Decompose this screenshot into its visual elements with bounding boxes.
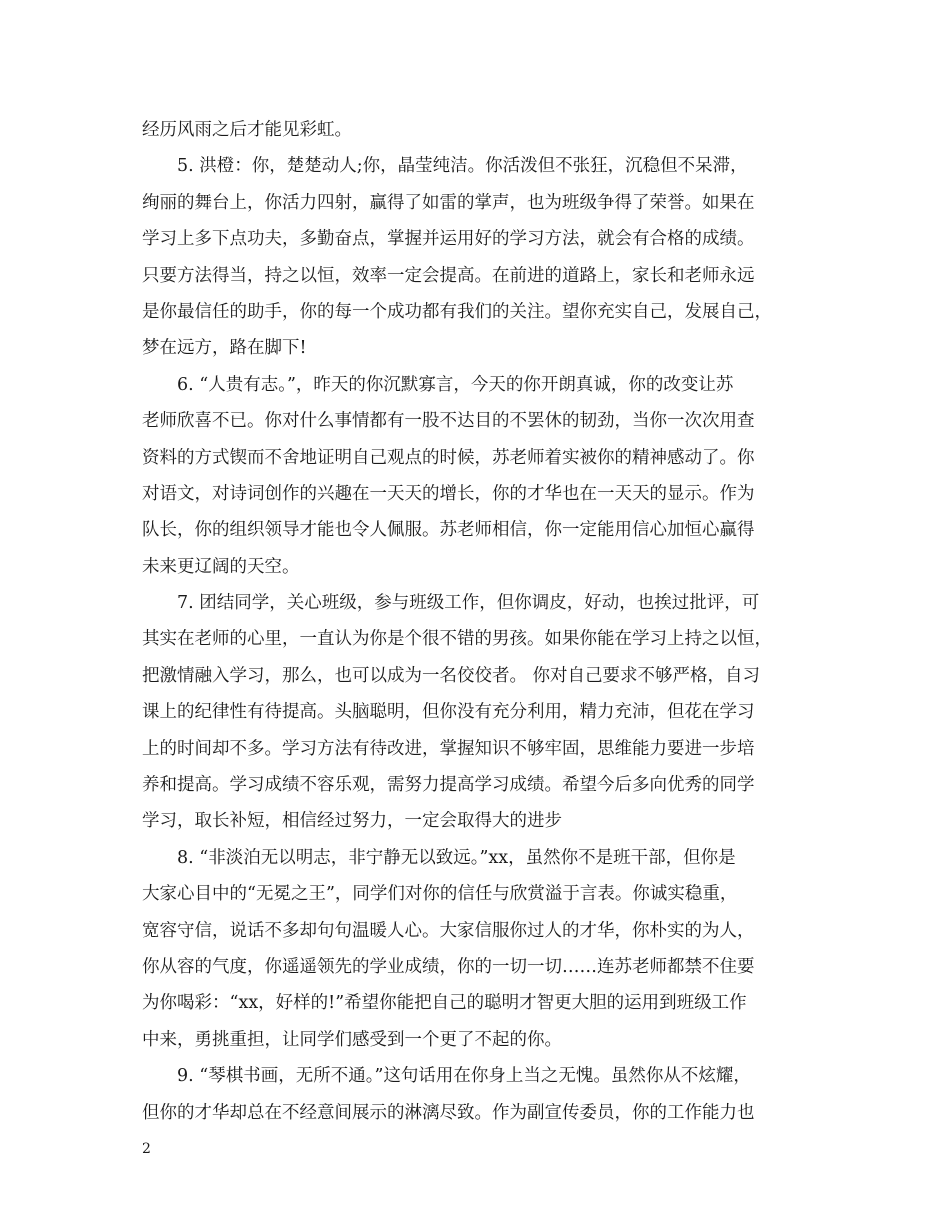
paragraph-8-start: 8. “非淡泊无以明志，非宁静无以致远。”xx，虽然你不是班干部，但你是 [177,847,736,868]
text-line: 经历风雨之后才能见彩虹。 [142,120,352,140]
text-line: 是你最信任的助手，你的每一个成功都有我们的关注。望你充实自己，发展自己， [142,301,772,322]
page-body [142,112,822,1131]
text-line: 队长，你的组织领导才能也令人佩服。苏老师相信，你一定能用信心加恒心赢得 [142,520,755,541]
paragraph-5-start: 5. 洪橙：你，楚楚动人;你，晶莹纯洁。你活泼但不张狂，沉稳但不呆滞， [177,156,748,177]
text-line: 学习，取长补短，相信经过努力，一定会取得大的进步 [142,811,562,832]
text-line: 但你的才华却总在不经意间展示的淋漓尽致。作为副宣传委员，你的工作能力也 [142,1102,755,1123]
text-line: 为你喝彩：“xx，好样的!”希望你能把自己的聪明才智更大胆的运用到班级工作 [142,993,747,1014]
text-line: 绚丽的舞台上，你活力四射，赢得了如雷的掌声，也为班级争得了荣誉。如果在 [142,192,755,213]
text-line: 你从容的气度，你遥遥领先的学业成绩，你的一切一切……连苏老师都禁不住要 [142,956,755,977]
text-line: 把激情融入学习，那么，也可以成为一名佼佼者。 你对自己要求不够严格，自习 [142,665,761,686]
text-line: 中来，勇挑重担，让同学们感受到一个更了不起的你。 [142,1029,562,1050]
paragraph-6-start: 6. “人贵有志。”，昨天的你沉默寡言，今天的你开朗真诚，你的改变让苏 [177,374,734,395]
text-line: 上的时间却不多。学习方法有待改进，掌握知识不够牢固，思维能力要进一步培 [142,738,755,759]
text-line: 对语文，对诗词创作的兴趣在一天天的增长，你的才华也在一天天的显示。作为 [142,483,755,504]
paragraph-7-start: 7. 团结同学，关心班级，参与班级工作，但你调皮，好动，也挨过批评，可 [177,593,760,614]
text-line: 学习上多下点功夫，多勤奋点，掌握并运用好的学习方法，就会有合格的成绩。 [142,229,755,250]
text-line: 养和提高。学习成绩不容乐观，需努力提高学习成绩。希望今后多向优秀的同学 [142,775,755,796]
text-line: 老师欣喜不已。你对什么事情都有一股不达目的不罢休的韧劲，当你一次次用查 [142,411,755,432]
text-line: 未来更辽阔的天空。 [142,556,300,577]
text-line: 资料的方式锲而不舍地证明自己观点的时候，苏老师着实被你的精神感动了。你 [142,447,755,468]
text-line: 其实在老师的心里，一直认为你是个很不错的男孩。如果你能在学习上持之以恒， [142,629,772,650]
text-line: 梦在远方，路在脚下! [142,338,307,359]
page-number: 2 [142,1141,151,1157]
text-line: 大家心目中的“无冕之王”，同学们对你的信任与欣赏溢于言表。你诚实稳重， [142,884,738,905]
paragraph-9-start: 9. “琴棋书画，无所不通。”这句话用在你身上当之无愧。虽然你从不炫耀， [177,1066,751,1087]
text-line: 只要方法得当，持之以恒，效率一定会提高。在前进的道路上，家长和老师永远 [142,265,755,286]
text-line: 课上的纪律性有待提高。头脑聪明，但你没有充分利用，精力充沛，但花在学习 [142,702,755,723]
text-line: 宽容守信，说话不多却句句温暖人心。大家信服你过人的才华，你朴实的为人， [142,920,755,941]
